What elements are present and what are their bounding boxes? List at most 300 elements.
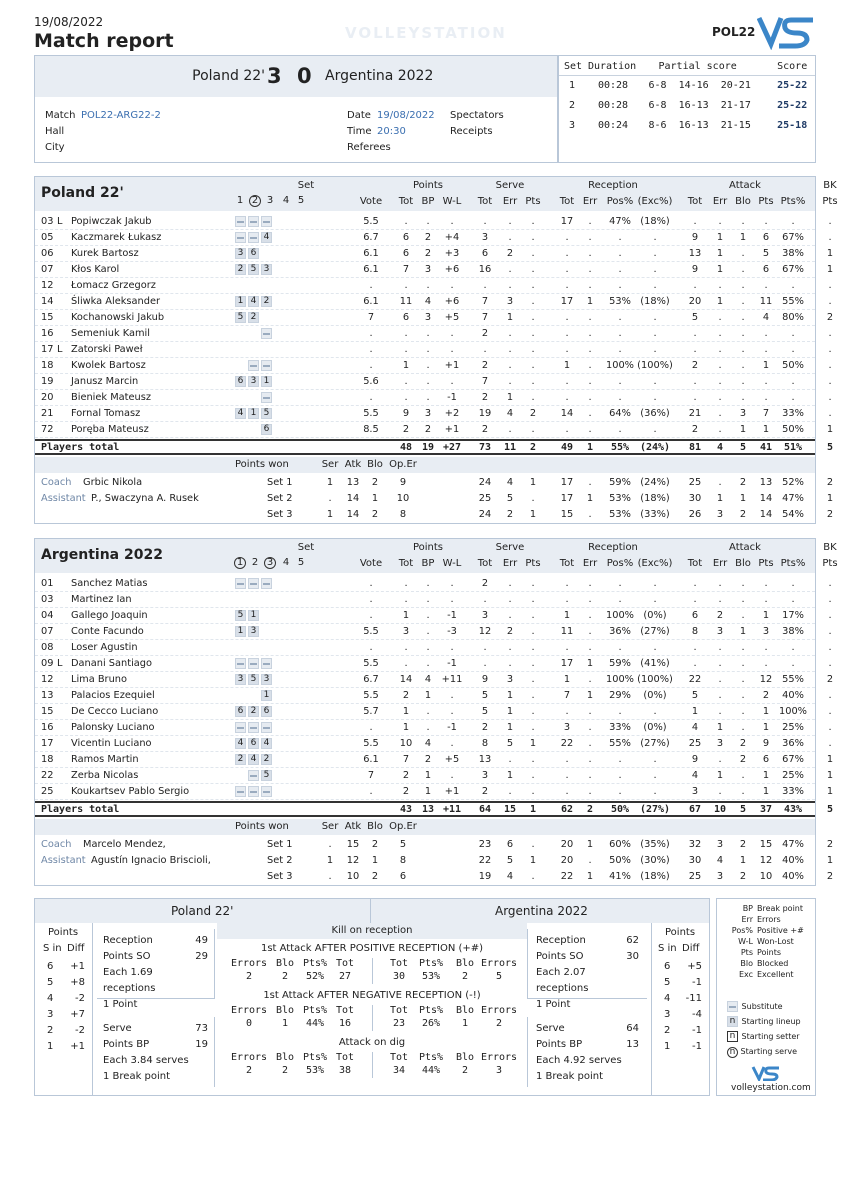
col-header: Tot xyxy=(559,196,575,207)
kill-value: 2 xyxy=(281,1065,289,1076)
set-row-cell: 2 xyxy=(826,477,834,488)
player-name: Koukartsev Pablo Sergio xyxy=(71,786,190,797)
stat-cell: 7 xyxy=(481,296,489,307)
kill-value: 34 xyxy=(392,1065,406,1076)
stat-cell: . xyxy=(764,578,768,589)
rotation-number: 1 xyxy=(664,1041,671,1052)
col-header: Pts xyxy=(758,558,774,569)
home-rotation-box xyxy=(35,923,93,1095)
stat-cell: . xyxy=(828,376,832,387)
player-name: Popiwczak Jakub xyxy=(71,216,152,227)
kill-header: Tot xyxy=(335,1005,355,1016)
total-cell: 5 xyxy=(826,442,834,453)
legend-serve xyxy=(727,1044,801,1059)
player-name: Conte Facundo xyxy=(71,626,144,637)
stat-cell: . xyxy=(450,706,454,717)
stat-cell: . xyxy=(791,642,795,653)
stat-cell: . xyxy=(764,280,768,291)
stat-cell: 21 xyxy=(688,408,702,419)
stat-cell: . xyxy=(588,770,592,781)
each-reception: Each 1.69 receptions xyxy=(103,967,156,994)
stat-cell: . xyxy=(693,658,697,669)
set-row-label: Set 3 xyxy=(267,871,293,882)
serve-text: Starting serve xyxy=(740,1047,798,1056)
stat-cell: 2 xyxy=(424,424,432,435)
stat-cell: 5.7 xyxy=(363,706,379,717)
so-row xyxy=(103,949,208,965)
lineup-icon: n xyxy=(727,1016,738,1027)
stat-cell: 4 xyxy=(424,738,432,749)
stat-cell: . xyxy=(718,328,722,339)
stat-cell: . xyxy=(588,248,592,259)
stat-cell: 1 xyxy=(506,722,514,733)
stat-cell: 100% xyxy=(605,360,634,371)
set-row-cell: 8 xyxy=(399,509,407,520)
stat-cell: . xyxy=(450,344,454,355)
kill-value: 2 xyxy=(461,1065,469,1076)
set-row-cell: 14 xyxy=(346,509,360,520)
col-header: BP xyxy=(421,196,435,207)
substitute-icon xyxy=(235,786,246,797)
substitute-icon xyxy=(235,578,246,589)
stat-cell: . xyxy=(653,376,657,387)
stat-cell: . xyxy=(426,578,430,589)
set-row-cell: 9 xyxy=(399,477,407,488)
stat-cell: . xyxy=(426,328,430,339)
stat-cell: . xyxy=(508,360,512,371)
stat-cell: 20 xyxy=(688,296,702,307)
stat-cell: 1 xyxy=(762,706,770,717)
stat-cell: 67% xyxy=(782,232,804,243)
legend-desc: Points xyxy=(757,948,782,957)
stat-cell: . xyxy=(618,328,622,339)
stat-cell: 1 xyxy=(402,722,410,733)
serve-icon: n xyxy=(727,1047,738,1058)
stat-cell: . xyxy=(426,392,430,403)
set-row-cell: 2 xyxy=(371,509,379,520)
stat-cell: 3 xyxy=(424,264,432,275)
stat-cell: . xyxy=(741,786,745,797)
set-number-indicator: 3 xyxy=(264,557,276,569)
stat-cell: . xyxy=(588,674,592,685)
stat-cell: 1 xyxy=(506,392,514,403)
set-row-cell: 3 xyxy=(716,509,724,520)
argentina-stats-panel xyxy=(34,538,838,886)
stat-cell: 1 xyxy=(716,248,724,259)
col-header: W-L xyxy=(442,196,462,207)
stat-cell: . xyxy=(531,642,535,653)
stat-cell: . xyxy=(653,312,657,323)
rotation-row xyxy=(652,1041,710,1057)
assistant-label: Assistant xyxy=(41,855,86,866)
kill-value: 2 xyxy=(495,1018,503,1029)
set-row-cell: 1 xyxy=(716,493,724,504)
set-row-label: Set 1 xyxy=(267,477,293,488)
stat-cell: . xyxy=(565,248,569,259)
set-row-cell: 53% xyxy=(609,493,631,504)
set-row-cell: 2 xyxy=(739,509,747,520)
set-number-indicator: 5 xyxy=(297,195,305,206)
total-cell: 49 xyxy=(560,442,574,453)
total-cell: 37 xyxy=(759,804,773,815)
stat-cell: . xyxy=(828,216,832,227)
col-header: Tot xyxy=(398,196,414,207)
player-row xyxy=(35,784,834,800)
starting-position-box: 3 xyxy=(235,248,246,259)
player-name: Janusz Marcin xyxy=(71,376,139,387)
stat-cell: 6 xyxy=(762,264,770,275)
substitute-icon xyxy=(248,216,259,227)
total-cell: 48 xyxy=(399,442,413,453)
player-row xyxy=(35,214,832,230)
bp-label: Points BP xyxy=(103,1039,150,1050)
player-name: Martinez Ian xyxy=(71,594,132,605)
stat-cell: . xyxy=(369,594,373,605)
stat-cell: 9 xyxy=(691,754,699,765)
players-total-row xyxy=(35,439,834,455)
set-row-cell: 25 xyxy=(688,477,702,488)
starting-position-box: 5 xyxy=(235,312,246,323)
legend-abbr: BP xyxy=(742,904,753,913)
kill-block-title: 1st Attack AFTER NEGATIVE RECEPTION (-!) xyxy=(263,990,481,1001)
stat-cell: 2 xyxy=(402,770,410,781)
legend-item xyxy=(719,914,813,925)
points-label: Points xyxy=(48,927,79,938)
one-point: 1 Point xyxy=(536,999,571,1010)
stat-cell: 4 xyxy=(691,770,699,781)
rotation-number: 3 xyxy=(664,1009,671,1020)
col-header: Vote xyxy=(359,558,383,569)
col-header: Pts xyxy=(525,196,541,207)
stat-cell: . xyxy=(718,578,722,589)
rotation-diff: -1 xyxy=(692,977,702,988)
stat-cell: 3 xyxy=(716,626,724,637)
stat-cell: . xyxy=(565,280,569,291)
lineup-text: Starting lineup xyxy=(741,1017,801,1026)
player-number: 12 xyxy=(41,674,54,685)
stat-cell: . xyxy=(741,674,745,685)
player-name: Loser Agustin xyxy=(71,642,138,653)
home-team-name: Poland 22' xyxy=(192,68,265,84)
stat-cell: . xyxy=(531,674,535,685)
stat-cell: 1 xyxy=(716,232,724,243)
legend-abbr: Pos% xyxy=(731,926,753,935)
stat-cell: . xyxy=(618,392,622,403)
stat-cell: . xyxy=(531,232,535,243)
stat-cell: . xyxy=(764,642,768,653)
set-row-label: Set 3 xyxy=(267,509,293,520)
col-header: BP xyxy=(421,558,435,569)
one-break-point: 1 Break point xyxy=(103,1071,171,1082)
stat-cell: . xyxy=(741,312,745,323)
away-team-name: Argentina 2022 xyxy=(325,68,434,84)
stat-cell: . xyxy=(693,344,697,355)
stat-cell: . xyxy=(618,594,622,605)
stat-cell: . xyxy=(718,408,722,419)
stat-cell: . xyxy=(531,216,535,227)
kill-divider xyxy=(372,958,373,984)
stat-cell: (27%) xyxy=(640,738,670,749)
stat-cell: . xyxy=(764,216,768,227)
player-row xyxy=(35,656,832,672)
stat-cell: . xyxy=(828,296,832,307)
stat-cell: . xyxy=(531,626,535,637)
set-number: 3 xyxy=(569,119,576,131)
stat-cell: 2 xyxy=(481,722,489,733)
report-date: 19/08/2022 xyxy=(34,15,104,29)
col-header: Pts xyxy=(525,558,541,569)
kill-value: 2 xyxy=(245,1065,253,1076)
coach-label: Coach xyxy=(41,839,72,850)
stat-cell: 4 xyxy=(506,408,514,419)
stat-cell: 3 xyxy=(691,786,699,797)
stat-cell: . xyxy=(508,344,512,355)
diff-label: Diff xyxy=(682,943,700,954)
stat-cell: 6 xyxy=(402,248,410,259)
starting-position-box: 1 xyxy=(261,376,272,387)
col-header: Pos% xyxy=(606,196,634,207)
stat-cell: 1 xyxy=(762,610,770,621)
stat-cell: 2 xyxy=(506,626,514,637)
player-number: 01 xyxy=(41,578,54,589)
kill-divider xyxy=(372,1005,373,1031)
home-sets-won: 3 xyxy=(267,64,282,88)
points-won-header: Op.Er xyxy=(389,459,417,470)
stat-cell: . xyxy=(588,642,592,653)
stat-cell: . xyxy=(618,232,622,243)
col-header: Err xyxy=(582,196,598,207)
total-cell: 43% xyxy=(783,804,803,815)
stat-cell: 5 xyxy=(691,312,699,323)
stat-cell: (0%) xyxy=(643,610,667,621)
stat-cell: (27%) xyxy=(640,626,670,637)
stat-cell: 19 xyxy=(478,408,492,419)
set-row-cell: 10 xyxy=(759,871,773,882)
stat-cell: +1 xyxy=(444,360,460,371)
stat-cell: . xyxy=(718,376,722,387)
set-duration: 00:28 xyxy=(597,99,629,111)
stat-cell: . xyxy=(404,658,408,669)
col-header: Pts xyxy=(758,196,774,207)
stat-cell: . xyxy=(741,690,745,701)
stat-cell: -1 xyxy=(447,610,457,621)
player-name: Lima Bruno xyxy=(71,674,128,685)
kill-value: 1 xyxy=(281,1018,289,1029)
stat-cell: . xyxy=(741,216,745,227)
set-row-cell: 17 xyxy=(560,477,574,488)
stat-cell: 2 xyxy=(826,674,834,685)
stat-cell: . xyxy=(531,770,535,781)
sin-label: S in xyxy=(658,943,677,954)
match-panel xyxy=(34,55,558,163)
stat-cell: . xyxy=(741,360,745,371)
kill-title: Kill on reception xyxy=(217,923,527,939)
stat-cell: 1 xyxy=(739,232,747,243)
stat-cell: . xyxy=(450,738,454,749)
col-header: Tot xyxy=(559,558,575,569)
total-cell: 55% xyxy=(610,442,630,453)
player-row xyxy=(35,358,832,374)
stat-cell: 64% xyxy=(609,408,631,419)
kill-header: Errors xyxy=(230,1005,268,1016)
set-row-cell: 60% xyxy=(609,839,631,850)
set-row-cell: 15 xyxy=(759,839,773,850)
diff-label: Diff xyxy=(67,943,85,954)
set-number-indicator: 5 xyxy=(297,557,305,568)
substitute-icon xyxy=(261,658,272,669)
group-header: BK xyxy=(823,542,837,553)
stat-cell: 6.7 xyxy=(363,674,379,685)
set-row-cell: 19 xyxy=(478,871,492,882)
kill-value: 44% xyxy=(305,1018,325,1029)
player-name: Danani Santiago xyxy=(71,658,153,669)
points-won-header: Op.Er xyxy=(389,821,417,832)
stat-cell: 5 xyxy=(762,248,770,259)
stat-cell: . xyxy=(565,344,569,355)
player-number: 07 xyxy=(41,626,54,637)
player-name: Łomacz Grzegorz xyxy=(71,280,156,291)
away-sets-won: 0 xyxy=(297,64,312,88)
total-cell: 41 xyxy=(759,442,773,453)
stat-cell: 40% xyxy=(782,690,804,701)
legend-desc: Break point xyxy=(757,904,804,913)
set-row-cell: 4 xyxy=(506,477,514,488)
player-number: 03 xyxy=(41,216,54,227)
stat-cell: . xyxy=(426,376,430,387)
group-header: Attack xyxy=(729,180,761,191)
stat-cell: . xyxy=(426,360,430,371)
rotation-row xyxy=(35,977,93,993)
stat-cell: 1 xyxy=(762,722,770,733)
stat-cell: . xyxy=(828,610,832,621)
referees-label: Referees xyxy=(347,142,391,153)
stat-cell: 2 xyxy=(762,690,770,701)
rotation-diff: -4 xyxy=(692,1009,702,1020)
set-score: 25-18 xyxy=(777,119,808,131)
stat-cell: . xyxy=(693,594,697,605)
substitute-icon xyxy=(261,722,272,733)
rec-row xyxy=(536,933,639,949)
stat-cell: . xyxy=(426,594,430,605)
stat-cell: . xyxy=(426,658,430,669)
set-row-cell: 5 xyxy=(399,839,407,850)
stat-cell: +4 xyxy=(444,232,460,243)
stat-cell: 38% xyxy=(782,248,804,259)
substitute-icon xyxy=(248,360,259,371)
total-cell: 67 xyxy=(688,804,702,815)
volleystation-logo xyxy=(757,14,817,50)
stat-cell: 1 xyxy=(506,770,514,781)
starting-position-box: 4 xyxy=(235,738,246,749)
stat-cell: . xyxy=(653,344,657,355)
substitute-icon xyxy=(235,658,246,669)
stat-cell: . xyxy=(828,722,832,733)
player-name: Palonsky Luciano xyxy=(71,722,155,733)
stat-cell: . xyxy=(426,344,430,355)
stat-cell: . xyxy=(588,376,592,387)
legend-desc: Excellent xyxy=(757,970,794,979)
away-rotation-box xyxy=(651,923,709,1095)
player-row xyxy=(35,246,834,262)
setter-text: Starting setter xyxy=(741,1032,800,1041)
set-row-cell: 1 xyxy=(326,855,334,866)
player-number: 19 xyxy=(41,376,54,387)
stat-cell: 7 xyxy=(481,312,489,323)
stat-cell: . xyxy=(588,594,592,605)
player-name: Gallego Joaquin xyxy=(71,610,148,621)
stat-cell: 5 xyxy=(506,738,514,749)
stat-cell: 1 xyxy=(762,770,770,781)
stat-cell: 2 xyxy=(424,248,432,259)
kill-value: 27 xyxy=(338,971,352,982)
col-header: Tot xyxy=(477,558,493,569)
date-label: Date xyxy=(347,110,371,121)
rotation-diff: -1 xyxy=(692,1025,702,1036)
rotation-number: 5 xyxy=(664,977,671,988)
stat-cell: . xyxy=(450,280,454,291)
so-label: Points SO xyxy=(103,951,151,962)
kill-value: 0 xyxy=(245,1018,253,1029)
stat-cell: 3 xyxy=(424,408,432,419)
stat-cell: . xyxy=(693,376,697,387)
set-row-cell: 50% xyxy=(609,855,631,866)
total-cell: 5 xyxy=(826,804,834,815)
legend-items xyxy=(717,899,815,980)
stat-cell: . xyxy=(764,658,768,669)
starting-position-box: 4 xyxy=(248,296,259,307)
stat-cell: 5.5 xyxy=(363,658,379,669)
set-row-cell: 15 xyxy=(346,839,360,850)
stat-cell: . xyxy=(741,770,745,781)
stat-cell: 1 xyxy=(762,424,770,435)
stat-cell: 4 xyxy=(691,722,699,733)
stat-cell: . xyxy=(741,376,745,387)
stat-cell: . xyxy=(508,376,512,387)
stat-cell: 6.7 xyxy=(363,232,379,243)
total-cell: 1 xyxy=(529,804,537,815)
stat-cell: . xyxy=(369,392,373,403)
stat-cell: 55% xyxy=(609,738,631,749)
set-row-cell: 1 xyxy=(529,477,537,488)
team-name: Poland 22' xyxy=(41,185,124,201)
stat-cell: 1 xyxy=(529,738,537,749)
stat-cell: 67% xyxy=(782,264,804,275)
stat-cell: . xyxy=(741,610,745,621)
stat-cell: 7 xyxy=(402,264,410,275)
substitute-icon xyxy=(248,232,259,243)
stat-cell: 1 xyxy=(402,610,410,621)
time-value: 20:30 xyxy=(377,126,406,137)
set-number-indicator: 4 xyxy=(282,195,290,206)
set-number: 1 xyxy=(569,79,576,91)
set-row-cell: . xyxy=(718,477,722,488)
coach-name: Marcelo Mendez, xyxy=(83,839,166,850)
stat-cell: . xyxy=(531,754,535,765)
stat-cell: 2 xyxy=(402,690,410,701)
rotation-row xyxy=(35,961,93,977)
kill-header: Blo xyxy=(275,1052,295,1063)
stat-cell: 8.5 xyxy=(363,424,379,435)
stat-cell: . xyxy=(508,424,512,435)
set-row xyxy=(559,115,815,135)
stat-cell: 5.5 xyxy=(363,626,379,637)
substitute-icon xyxy=(235,216,246,227)
stat-cell: . xyxy=(588,232,592,243)
site-url: volleystation.com xyxy=(731,1083,811,1093)
starting-position-box: 2 xyxy=(248,706,259,717)
col-header: Pts% xyxy=(780,558,806,569)
stat-cell: . xyxy=(741,264,745,275)
